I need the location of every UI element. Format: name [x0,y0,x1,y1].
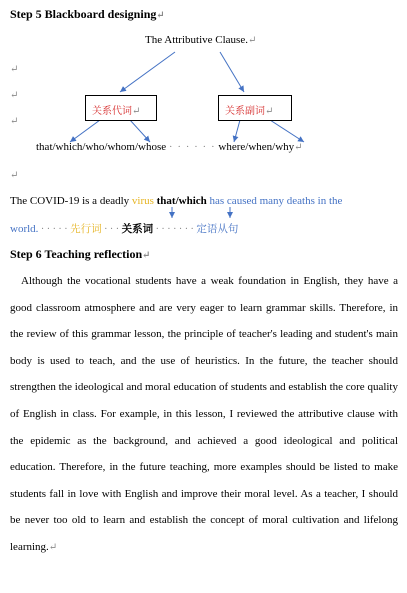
paragraph-mark: ↵ [10,170,19,181]
antecedent-label: 先行词 [70,223,102,235]
step6-heading: Step 6 Teaching reflection↵ [10,247,151,261]
relative-word-label: 关系词 [121,223,154,235]
relative-pronouns: that/which/who/whom/whose [36,141,167,153]
example-sentence-line2: world. · · · · · 先行词 · · · 关系词 · · · · · · · 定语从句 [10,223,239,235]
step5-heading: Step 5 Blackboard designing↵ [10,7,165,21]
relative-adverbs: where/when/why [218,141,295,153]
example-sentence-line1: The COVID-19 is a deadly virus that/which has caused many deaths in the [10,195,343,207]
relative-pronoun-box: 关系代词↵ [85,95,157,121]
attributive-clause-label: 定语从句 [196,223,239,235]
paragraph-mark: ↵ [10,64,19,75]
diagram-title: The Attributive Clause.↵ [145,34,257,46]
paragraph-mark: ↵ [10,116,19,127]
reflection-paragraph: Although the vocational students have a weak foundation in English, they have a good classroom atmosphere and are very eager to learn grammar skills. Therefore, in the review of this grammar lesson, the principle of teacher's leading and student's main body is used to teach, and the use of heuristics. In the future, the teacher should strengthen the ideological and moral education of students and establish the core quality of English in class. For example, in this lesson, I reviewed the attributive clause with the epidemic as the background, and achieved a good ideological and political education. Therefore, in the future teaching, more examples should be listed to make students fall in love with English and improve their moral level. As a teacher, I should be never too old to learn and establish the concept of moral cultivation and lifelong learning.↵ [10,275,398,553]
relative-pronoun-label: 关系代词 [92,106,132,117]
pronoun-adverb-line: that/which/who/whom/whose · · · · · · where/when/why↵ [36,141,303,153]
relative-adverb-box: 关系副词↵ [218,95,292,121]
relative-word: that/which [153,195,207,207]
paragraph-mark: ↵ [10,90,19,101]
relative-adverb-label: 关系副词 [225,106,265,117]
antecedent-word: virus [131,195,154,207]
